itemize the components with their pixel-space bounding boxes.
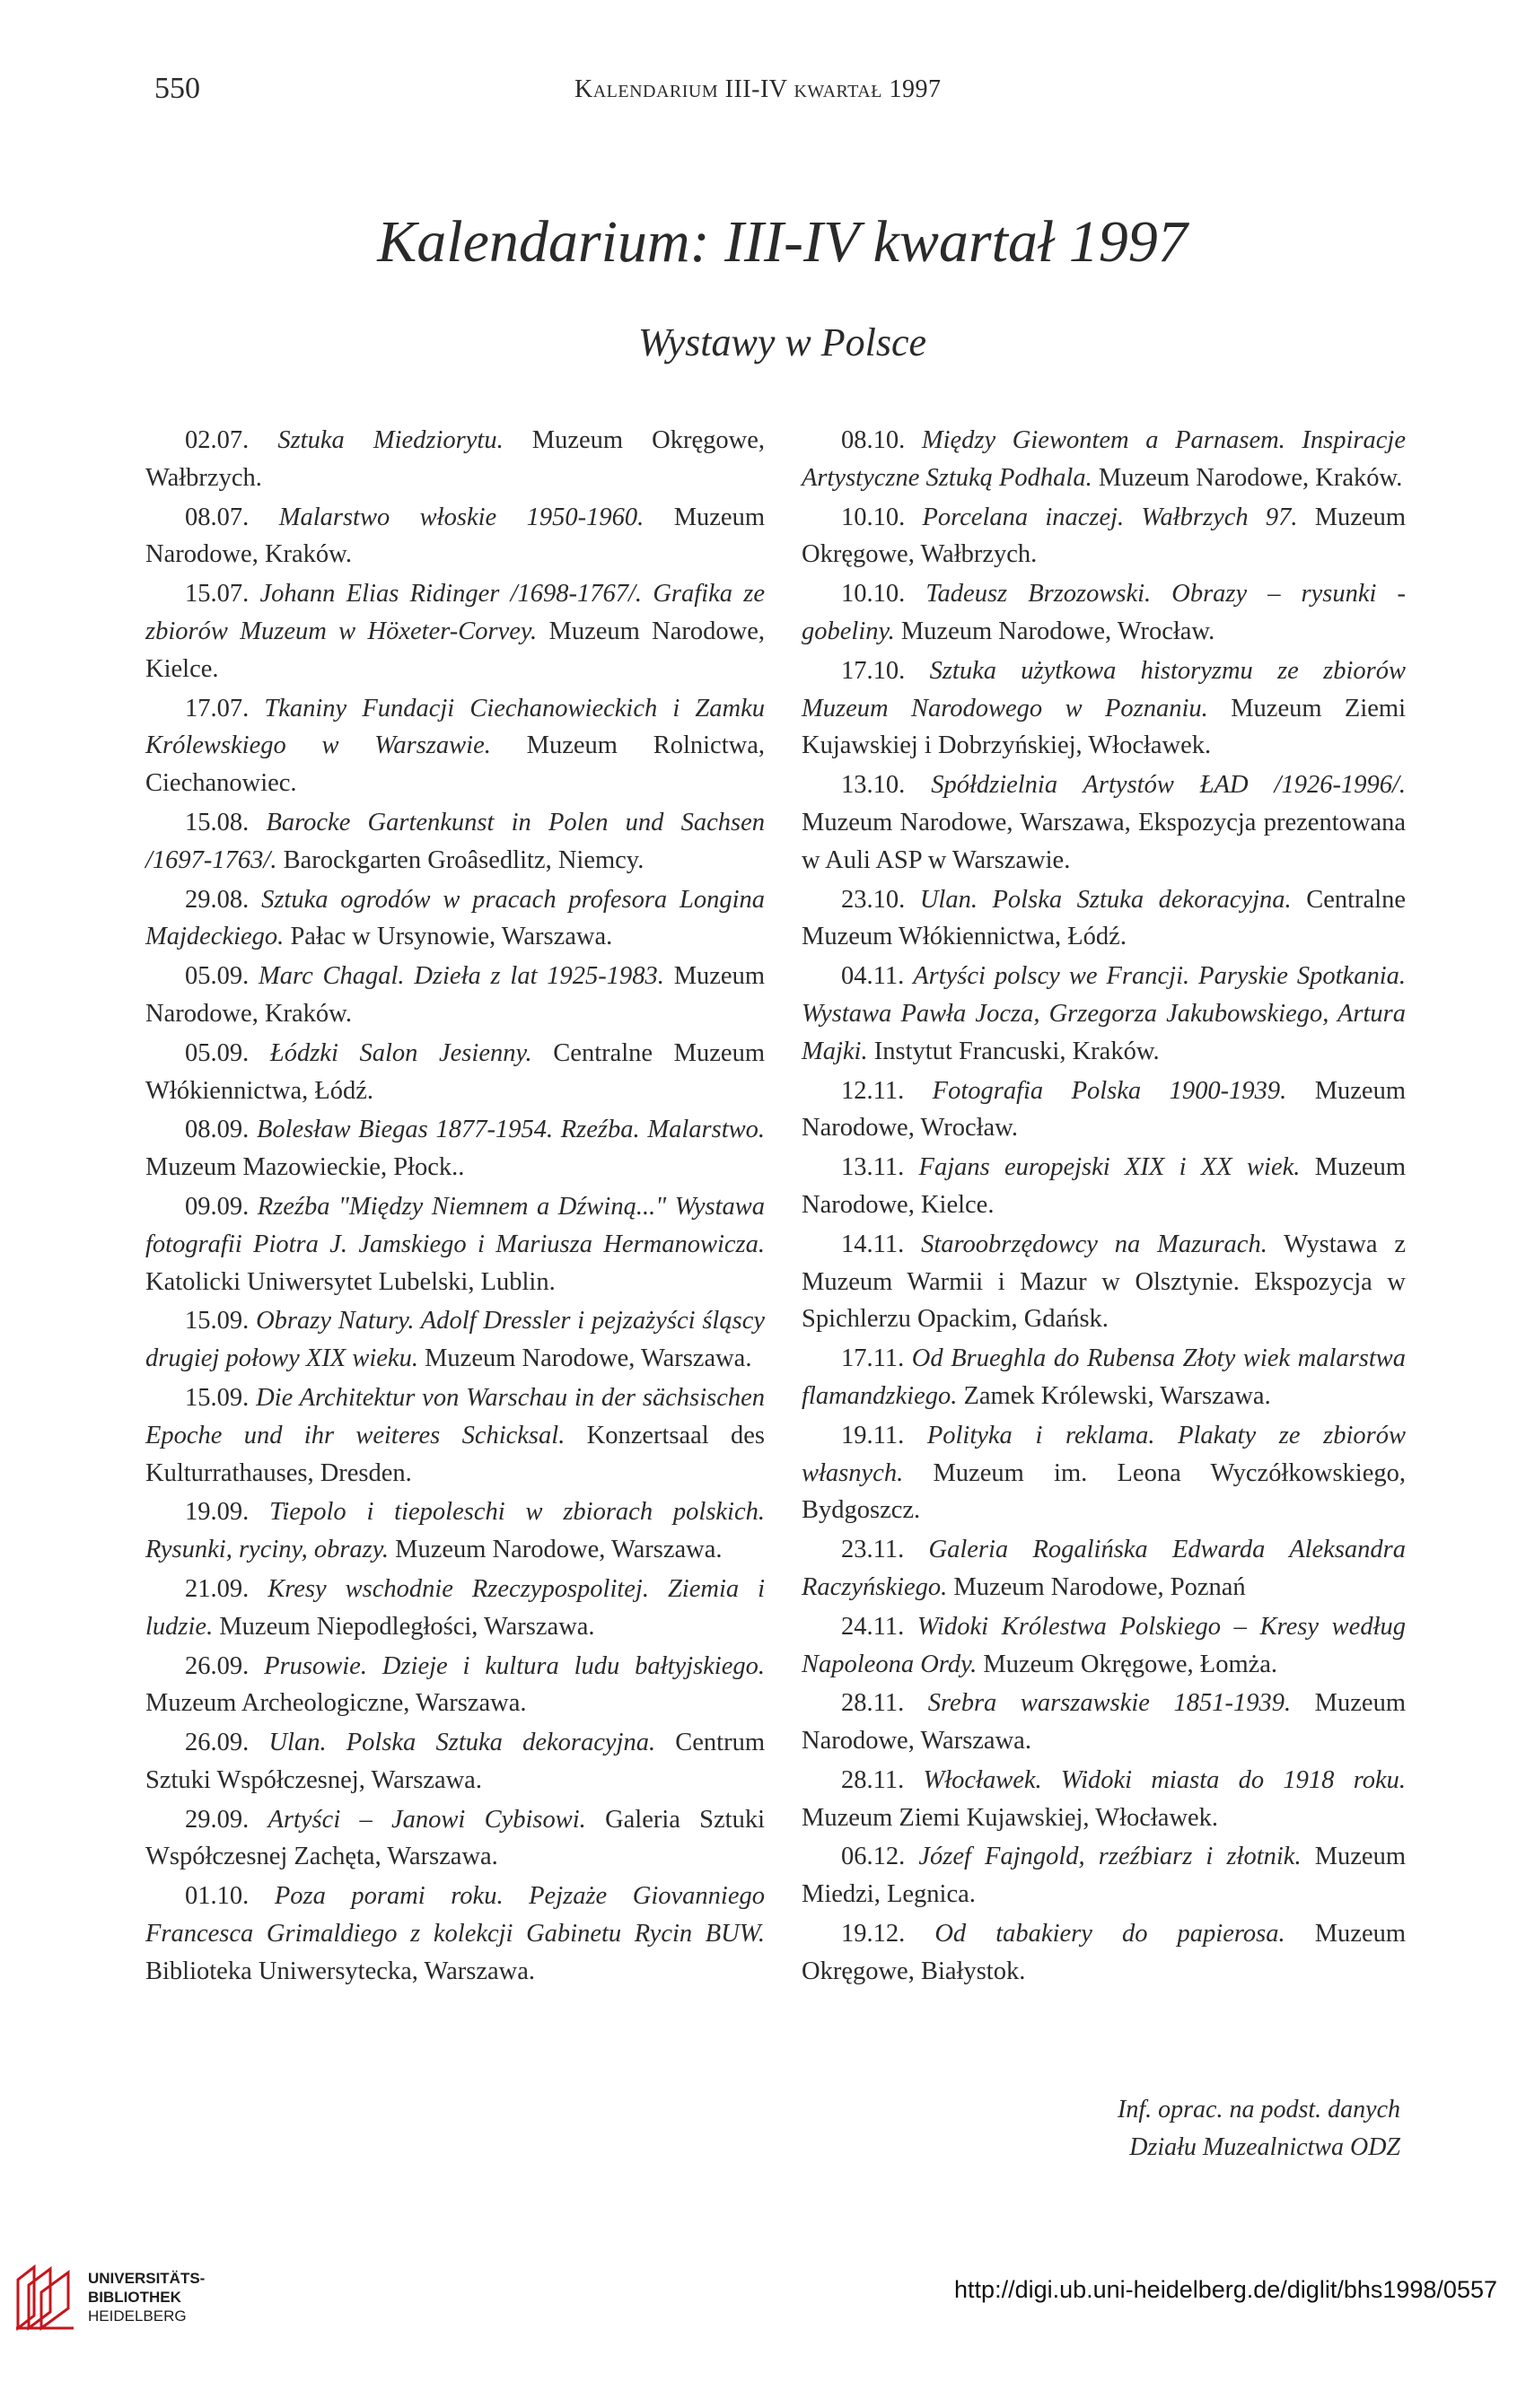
credit-line-2: Działu Muzealnictwa ODZ: [1129, 2133, 1400, 2161]
calendar-entry: [145, 499, 765, 574]
entry-venue: Konzertsaal des Kulturrathauses, Dresden.: [145, 1421, 766, 1487]
entry-date: 29.08.: [185, 885, 250, 914]
entry-title: Johann Elias Ridinger /1698-1767/. Grafika ze zbiorów Muzeum w Höxeter-Corvey.: [145, 580, 765, 645]
calendar-entry: [145, 1111, 765, 1186]
entry-title: Józef Fajngold, rzeźbiarz i złotnik.: [918, 1843, 1302, 1871]
entry-date: 08.10.: [841, 426, 906, 454]
entry-venue: Biblioteka Uniwersytecka, Warszawa.: [145, 1957, 536, 1985]
entry-date: 04.11.: [841, 962, 905, 991]
entry-venue: Wystawa z Muzeum Warmii i Mazur w Olsztynie. Ekspozycja w Spichlerzu Opackim, Gdańsk.: [802, 1230, 1407, 1334]
entry-venue: Muzeum Okręgowe, Wałbrzych.: [145, 426, 766, 492]
entry-date: 24.11.: [841, 1612, 905, 1641]
calendar-entry: [145, 1188, 765, 1300]
entry-title: Galeria Rogalińska Edwarda Aleksandra Raczyńskiego.: [802, 1536, 1407, 1601]
calendar-entry: [802, 1340, 1406, 1415]
entry-venue: Muzeum Narodowe, Wrocław.: [802, 1076, 1407, 1143]
calendar-entry: [145, 1724, 765, 1799]
calendar-entry: [145, 1493, 765, 1569]
entry-date: 23.10.: [841, 885, 906, 914]
calendar-entry: [802, 1762, 1406, 1837]
entry-title: Srebra warszawskie 1851-1939.: [927, 1689, 1292, 1718]
entry-title: Sztuka Miedziorytu.: [277, 426, 504, 454]
entry-title: Tadeusz Brzozowski. Obrazy – rysunki - gobeliny.: [802, 580, 1406, 645]
calendar-entry: [802, 1226, 1406, 1338]
calendar-entry: [802, 1685, 1406, 1760]
entry-date: 13.10.: [841, 771, 906, 800]
entry-date: 02.07.: [185, 426, 250, 454]
entry-date: 17.10.: [841, 656, 906, 685]
entry-date: 28.11.: [841, 1765, 905, 1794]
entry-venue: Muzeum Narodowe, Kielce.: [802, 1153, 1407, 1219]
entry-date: 05.09.: [185, 962, 250, 991]
calendar-entry: [145, 1648, 765, 1723]
calendar-entry: [802, 499, 1406, 574]
running-head: Kalendarium III-IV kwartał 1997: [574, 75, 942, 103]
entry-title: Polityka i reklama. Plakaty ze zbiorów własnych.: [802, 1421, 1407, 1487]
calendar-entry: [145, 1801, 765, 1877]
entry-venue: Muzeum Rolnictwa, Ciechanowiec.: [145, 731, 765, 798]
entry-title: Fajans europejski XIX i XX wiek.: [918, 1153, 1301, 1182]
entry-date: 13.11.: [841, 1153, 905, 1182]
entry-title: Ulan. Polska Sztuka dekoracyjna.: [268, 1729, 656, 1757]
entry-venue: Muzeum Narodowe, Kielce.: [145, 617, 766, 683]
credit-line-1: Inf. oprac. na podst. danych: [1118, 2096, 1400, 2123]
entry-date: 29.09.: [185, 1805, 250, 1834]
entry-venue: Muzeum Okręgowe, Białystok.: [802, 1920, 1407, 1985]
entry-title: Rzeźba "Między Niemnem a Dźwiną..." Wystawa fotografii Piotra J. Jamskiego i Mariusza Hermanowicza.: [145, 1192, 766, 1258]
entry-date: 12.11.: [841, 1076, 905, 1105]
calendar-entry: [802, 766, 1406, 879]
entry-date: 01.10.: [185, 1882, 250, 1911]
entry-title: Włocławek. Widoki miasta do 1918 roku.: [923, 1765, 1406, 1794]
entry-venue: Muzeum Ziemi Kujawskiej, Włocławek.: [802, 1803, 1219, 1832]
entry-title: Łódzki Salon Jesienny.: [269, 1038, 532, 1067]
entry-date: 23.11.: [841, 1536, 905, 1564]
entry-venue: Pałac w Ursynowie, Warszawa.: [284, 923, 613, 951]
entry-title: Kresy wschodnie Rzeczypospolitej. Ziemia i ludzie.: [145, 1574, 765, 1641]
calendar-entry: [145, 690, 765, 802]
entry-title: Bolesław Biegas 1877-1954. Rzeźba. Malarstwo.: [256, 1116, 765, 1144]
entry-venue: Centrum Sztuki Współczesnej, Warszawa.: [145, 1729, 765, 1794]
calendar-entry: [145, 1302, 765, 1378]
entry-date: 14.11.: [841, 1230, 905, 1258]
calendar-entry: [802, 1073, 1406, 1148]
section-subtitle: Wystawy w Polsce: [638, 320, 926, 364]
entry-title: Artyści – Janowi Cybisowi.: [267, 1805, 586, 1834]
calendar-entry: [802, 1838, 1406, 1913]
entry-venue: Katolicki Uniwersytet Lubelski, Lublin.: [145, 1267, 556, 1296]
entry-venue: Muzeum Narodowe, Warszawa.: [802, 1689, 1406, 1756]
entry-date: 26.09.: [185, 1651, 250, 1680]
entry-date: 17.07.: [185, 694, 250, 722]
entry-date: 15.09.: [185, 1383, 250, 1412]
entry-date: 15.09.: [185, 1307, 250, 1335]
entry-title: Artyści polscy we Francji. Paryskie Spotkania. Wystawa Pawła Jocza, Grzegorza Jakubowskiego, Artura Majki.: [802, 962, 1407, 1065]
calendar-entry: [802, 575, 1406, 651]
entry-venue: Barockgarten Groâsedlitz, Niemcy.: [276, 845, 645, 874]
entry-date: 26.09.: [185, 1729, 250, 1757]
entry-venue: Muzeum Archeologiczne, Warszawa.: [145, 1689, 527, 1718]
entry-venue: Zamek Królewski, Warszawa.: [957, 1381, 1271, 1410]
digital-library-link[interactable]: http://digi.ub.uni-heidelberg.de/diglit/bhs1998/0557: [954, 2276, 1497, 2303]
entry-title: Barocke Gartenkunst in Polen und Sachsen /1697-1763/.: [145, 808, 766, 874]
page-title: Kalendarium: III-IV kwartał 1997: [377, 209, 1188, 275]
entry-date: 21.09.: [185, 1574, 250, 1603]
calendar-entry: [802, 422, 1406, 497]
calendar-entry: [145, 1379, 765, 1492]
page-number: 550: [154, 72, 200, 105]
entry-venue: Muzeum Narodowe, Kraków.: [1092, 463, 1403, 492]
entry-date: 28.11.: [841, 1689, 905, 1718]
calendar-entry: [145, 422, 765, 497]
entry-date: 10.10.: [841, 503, 906, 531]
entry-venue: Muzeum Narodowe, Warszawa.: [388, 1536, 723, 1564]
left-column: [145, 422, 765, 1992]
source-credit: [1118, 2091, 1400, 2167]
entry-date: 19.09.: [185, 1498, 250, 1527]
entry-date: 15.07.: [185, 580, 250, 609]
entry-venue: Muzeum Narodowe, Poznań: [947, 1572, 1246, 1601]
entry-title: Ulan. Polska Sztuka dekoracyjna.: [919, 885, 1292, 914]
calendar-entry: [802, 652, 1406, 765]
calendar-entry: [145, 958, 765, 1033]
library-line: HEIDELBERG: [88, 2307, 187, 2325]
calendar-entry: [802, 1149, 1406, 1224]
entry-title: Widoki Królestwa Polskiego – Kresy według Napoleona Ordy.: [802, 1612, 1407, 1678]
calendar-entry: [802, 1417, 1406, 1529]
entry-date: 10.10.: [841, 580, 906, 609]
calendar-entry: [145, 804, 765, 880]
footer-library: [14, 2262, 205, 2332]
entry-title: Prusowie. Dzieje i kultura ludu bałtyjskiego.: [264, 1651, 766, 1680]
entry-title: Porcelana inaczej. Wałbrzych 97.: [922, 503, 1298, 531]
entry-venue: Centralne Muzeum Włókiennictwa, Łódź.: [802, 885, 1406, 951]
entry-date: 05.09.: [185, 1038, 250, 1067]
entry-venue: Muzeum Narodowe, Kraków.: [145, 503, 765, 569]
entry-title: Tiepolo i tiepoleschi w zbiorach polskich. Rysunki, ryciny, obrazy.: [145, 1498, 766, 1564]
entry-venue: Muzeum im. Leona Wyczółkowskiego, Bydgoszcz.: [802, 1458, 1406, 1525]
entry-date: 19.11.: [841, 1421, 905, 1449]
calendar-entry: [802, 958, 1406, 1070]
entry-venue: Muzeum Narodowe, Kraków.: [145, 962, 766, 1028]
calendar-entry: [145, 575, 765, 687]
entry-date: 06.12.: [841, 1843, 906, 1871]
entry-venue: Centralne Muzeum Włókiennictwa, Łódź.: [145, 1038, 765, 1105]
entry-venue: Muzeum Miedzi, Legnica.: [802, 1843, 1407, 1909]
entry-title: Sztuka użytkowa historyzmu ze zbiorów Muzeum Narodowego w Poznaniu.: [802, 656, 1407, 722]
library-name: [88, 2269, 205, 2325]
entry-venue: Muzeum Ziemi Kujawskiej i Dobrzyńskiej, Włocławek.: [802, 694, 1406, 760]
entry-title: Od Brueghla do Rubensa Złoty wiek malarstwa flamandzkiego.: [802, 1344, 1407, 1410]
entry-title: Staroobrzędowcy na Mazurach.: [921, 1230, 1267, 1258]
entry-title: Sztuka ogrodów w pracach profesora Longina Majdeckiego.: [145, 885, 766, 951]
entry-date: 15.08.: [185, 808, 250, 836]
entry-venue: Muzeum Okręgowe, Łomża.: [977, 1650, 1278, 1678]
entry-date: 17.11.: [841, 1344, 905, 1373]
entry-title: Tkaniny Fundacji Ciechanowieckich i Zamku Królewskiego w Warszawie.: [145, 694, 765, 760]
entry-venue: Instytut Francuski, Kraków.: [867, 1037, 1160, 1065]
entry-title: Obrazy Natury. Adolf Dressler i pejzażyści śląscy drugiej połowy XIX wieku.: [145, 1307, 765, 1373]
entry-venue: Muzeum Okręgowe, Wałbrzych.: [802, 503, 1406, 569]
calendar-entry: [802, 1915, 1406, 1991]
entry-date: 08.07.: [185, 503, 250, 531]
ub-heidelberg-logo-icon: [14, 2262, 75, 2332]
right-column: [802, 422, 1406, 1992]
library-line: UNIVERSITÄTS-: [88, 2269, 206, 2287]
entry-title: Między Giewontem a Parnasem. Inspiracje Artystyczne Sztuką Podhala.: [802, 426, 1406, 492]
entry-venue: Muzeum Mazowieckie, Płock..: [145, 1153, 465, 1182]
calendar-entry: [802, 881, 1406, 957]
entry-venue: Muzeum Narodowe, Warszawa.: [417, 1344, 752, 1373]
entry-date: 08.09.: [185, 1116, 250, 1144]
entry-title: Die Architektur von Warschau in der sächsischen Epoche und ihr weiteres Schicksal.: [145, 1383, 766, 1449]
entry-title: Poza porami roku. Pejzaże Giovanniego Francesca Grimaldiego z kolekcji Gabinetu Rycin BUW.: [145, 1882, 765, 1948]
entry-title: Fotografia Polska 1900-1939.: [932, 1076, 1287, 1105]
entry-venue: Muzeum Narodowe, Warszawa, Ekspozycja prezentowana w Auli ASP w Warszawie.: [802, 808, 1406, 874]
entry-date: 19.12.: [841, 1920, 906, 1948]
entry-date: 09.09.: [185, 1192, 250, 1221]
calendar-entry: [145, 1035, 765, 1110]
entry-title: Od tabakiery do papierosa.: [934, 1920, 1285, 1948]
calendar-entry: [145, 1571, 765, 1646]
calendar-entry: [802, 1531, 1406, 1607]
calendar-entry: [145, 881, 765, 957]
calendar-entry: [145, 1878, 765, 1990]
entry-venue: Muzeum Niepodległości, Warszawa.: [213, 1612, 595, 1641]
entry-title: Malarstwo włoskie 1950-1960.: [278, 503, 645, 531]
entry-title: Spółdzielnia Artystów ŁAD /1926-1996/.: [931, 771, 1407, 800]
entry-venue: Galeria Sztuki Współczesnej Zachęta, Warszawa.: [145, 1805, 766, 1871]
library-line: BIBLIOTHEK: [88, 2288, 181, 2306]
calendar-entry: [802, 1608, 1406, 1684]
entry-title: Marc Chagal. Dzieła z lat 1925-1983.: [259, 962, 664, 991]
entry-venue: Muzeum Narodowe, Wrocław.: [894, 617, 1215, 645]
